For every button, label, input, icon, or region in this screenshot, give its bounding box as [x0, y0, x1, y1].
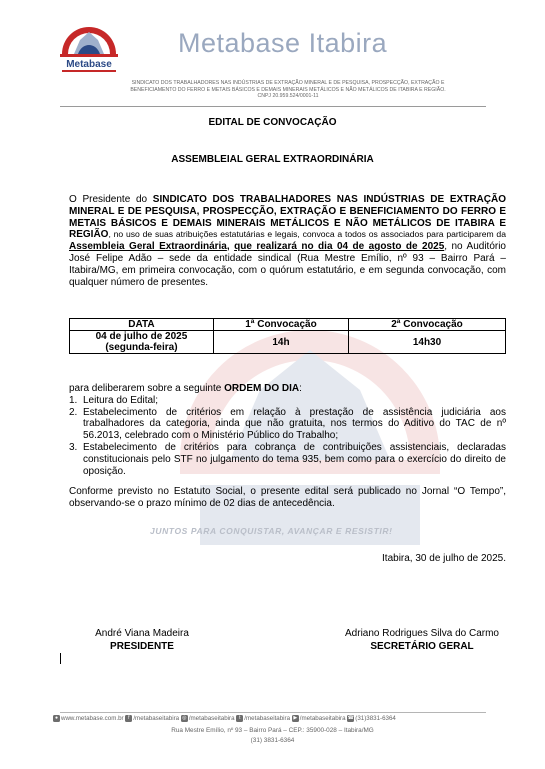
footer-contacts	[53, 715, 493, 722]
agenda-item-text: Leitura do Edital;	[83, 394, 159, 406]
globe-icon: ●	[54, 715, 59, 721]
document-subtitle: ASSEMBLEIAL GERAL EXTRAORDINÁRIA	[171, 154, 374, 165]
agenda-item-text: Estabelecimento de critérios em relação à prestação de assistência judiciária aos trabalhadores da categoria, ainda que não gratuita, nos termos do Aditivo do TAC de nº 56.2013, celebrado com o Ministério Público do Trabalho;	[83, 406, 506, 442]
schedule-header-row	[70, 319, 506, 331]
footer-website[interactable]: www.metabase.com.br	[61, 715, 124, 723]
intro-paragraph	[69, 194, 506, 288]
schedule-table	[69, 318, 506, 354]
intro-comma: ,	[226, 241, 235, 253]
header-first-call: 1ª Convocação	[213, 319, 348, 331]
agenda-intro-text: para deliberarem sobre a seguinte	[69, 383, 225, 394]
footer-facebook[interactable]: /metabaseitabira	[133, 715, 180, 723]
footer-phone-short: (31)3831-6364	[355, 715, 396, 723]
union-name: SINDICATO DOS TRABALHADORES NAS INDÚSTRIAS DE EXTRAÇÃO MINERAL E DE PESQUISA, PROSPECÇÃO, EXTRAÇÃO E BENEFICIAMENTO DO FERRO E METAIS BÁSICOS E DEMAIS MINERAIS METÁLICOS E NÃO METÁLICOS DE ITABIRA E REGIÃO	[69, 194, 506, 241]
footer-phone: (31) 3831-6364	[250, 737, 295, 744]
signature-president	[80, 628, 204, 653]
agenda-heading: ORDEM DO DIA	[224, 383, 300, 394]
schedule-row	[70, 331, 506, 354]
assembly-name: Assembleia Geral Extraordinária	[69, 241, 227, 253]
agenda-list	[69, 395, 506, 478]
signature-name: Adriano Rodrigues Silva do Carmo	[345, 628, 499, 639]
footer-address: Rua Mestre Emílio, nº 93 – Bairro Pará – CEP.: 35900-028 – Itabira/MG	[171, 727, 374, 734]
logo-text: Metabase	[66, 59, 112, 70]
intro-text-2: , no uso de suas atribuições estatutárias e legais, convoca a todos os associados para participarem da	[108, 229, 506, 240]
footer-instagram[interactable]: /metabaseitabira	[188, 715, 235, 723]
closing-paragraph: Conforme previsto no Estatuto Social, o presente edital será publicado no Jornal “O Tempo”, observando-se o prazo mínimo de 02 dias de antecedência.	[69, 486, 506, 509]
agenda-item-text: Estabelecimento de critérios para cobrança de contribuições assistenciais, declaradas constitucionais pelo STF no julgamento do tema 935, bem como para o exercício do direito de oposição.	[83, 441, 506, 477]
institution-line-1: SINDICATO DOS TRABALHADORES NAS INDÚSTRIAS DE EXTRAÇÃO MINERAL E DE PESQUISA, PROSPECÇÃO, EXTRAÇÃO E	[131, 80, 445, 86]
agenda-item	[69, 407, 506, 442]
agenda-item-number: 1.	[69, 394, 78, 406]
facebook-icon: f	[125, 715, 132, 722]
signature-role: PRESIDENTE	[110, 640, 174, 652]
instagram-icon: ◎	[182, 715, 187, 721]
brand-title: Metabase Itabira	[178, 28, 388, 58]
second-call-time: 14h30	[349, 331, 506, 354]
document-title: EDITAL DE CONVOCAÇÃO	[208, 117, 337, 128]
youtube-icon: ▶	[293, 715, 298, 721]
first-call-time: 14h	[213, 331, 348, 354]
schedule-weekday: (segunda-feira)	[105, 342, 178, 353]
signature-name: André Viana Madeira	[95, 628, 189, 639]
agenda-item-number: 2.	[69, 406, 78, 418]
agenda-item	[69, 442, 506, 477]
twitter-icon: t	[236, 715, 243, 722]
header-date: DATA	[70, 319, 214, 331]
institution-cnpj: CNPJ 20.959.524/0001-11	[257, 93, 319, 99]
footer-divider	[60, 712, 486, 713]
metabase-logo	[54, 10, 124, 76]
header-second-call: 2ª Convocação	[349, 319, 506, 331]
signature-role: SECRETÁRIO GERAL	[370, 640, 474, 652]
header-divider	[60, 106, 486, 107]
agenda-colon: :	[299, 383, 302, 394]
watermark-slogan: JUNTOS PARA CONQUISTAR, AVANÇAR E RESISTIR!	[150, 526, 393, 536]
schedule-date-cell	[70, 331, 214, 354]
agenda-item	[69, 395, 506, 407]
agenda	[69, 383, 506, 477]
schedule-date: 04 de julho de 2025	[95, 331, 188, 342]
intro-text-3: , no Auditório José Felipe Adão – sede da entidade sindical (Rua Mestre Emílio, nº 93 – Bairro Pará – Itabira/MG, em primeira convocação, com o quórum estatutário, e em segunda convocação, com qualquer número de presentes.	[69, 241, 506, 288]
phone-icon: ☎	[347, 715, 354, 721]
text-cursor	[60, 653, 61, 664]
footer-twitter[interactable]: /metabaseitabira	[244, 715, 291, 723]
footer-youtube[interactable]: /metabaseitabira	[299, 715, 346, 723]
institution-info	[114, 80, 462, 100]
place-date: Itabira, 30 de julho de 2025.	[382, 553, 506, 564]
institution-line-2: BENEFICIAMENTO DO FERRO E METAIS BÁSICOS E DEMAIS MINERAIS METÁLICOS E NÃO METÁLICOS DE ITABIRA E REGIÃO.	[130, 86, 446, 93]
agenda-intro	[69, 383, 506, 395]
agenda-item-number: 3.	[69, 441, 78, 453]
assembly-date: que realizará no dia 04 de agosto de 2025	[234, 241, 445, 253]
signature-secretary	[333, 628, 511, 653]
intro-text-1: O Presidente do	[69, 194, 153, 205]
